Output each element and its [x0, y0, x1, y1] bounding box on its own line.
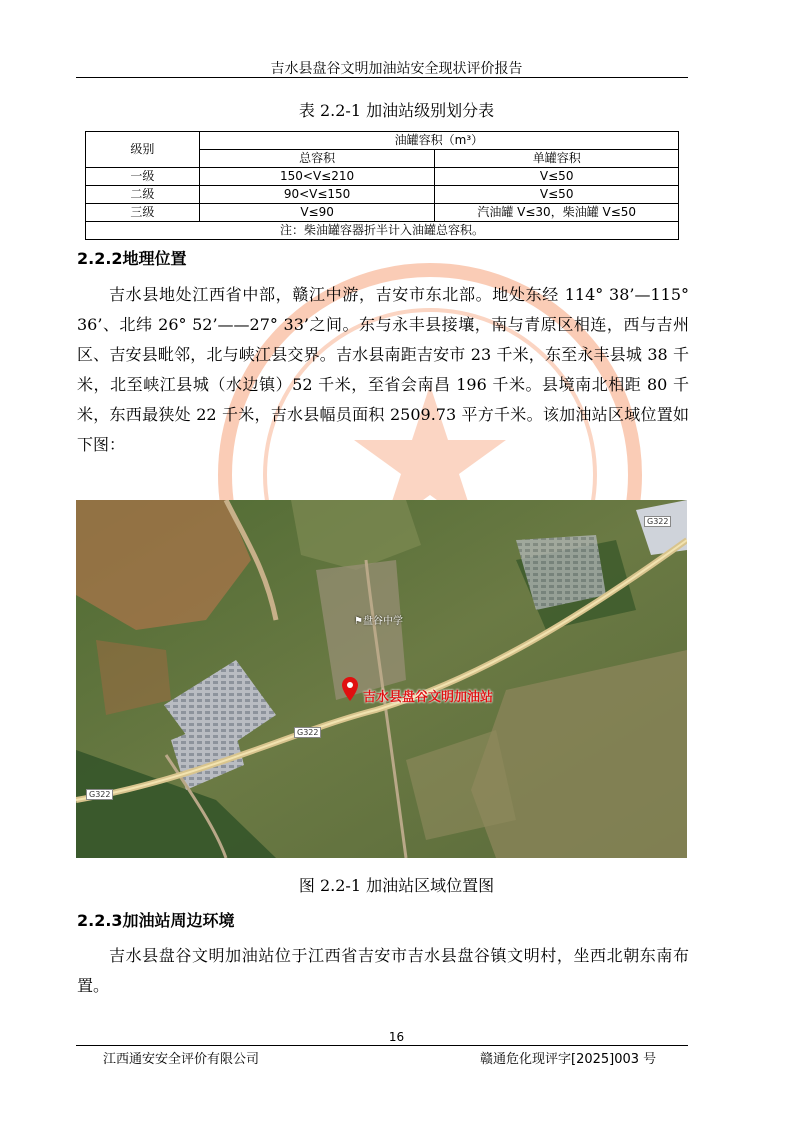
road-label: G322 — [86, 789, 113, 800]
road-label: G322 — [294, 727, 321, 738]
table-row — [86, 168, 679, 186]
table-note: 注：柴油罐容器折半计入油罐总容积。 — [86, 222, 679, 240]
figure-caption: 图 2.2-1 加油站区域位置图 — [298, 876, 495, 895]
footer-rule — [76, 1045, 688, 1046]
station-label: 吉水县盘谷文明加油站 — [363, 690, 494, 705]
page-header-title: 吉水县盘谷文明加油站安全现状评价报告 — [270, 61, 523, 77]
cell-total: V≤90 — [199, 204, 435, 222]
footer-company: 江西通安安全评价有限公司 — [103, 1052, 260, 1067]
section-heading-location: 2.2.2地理位置 — [77, 249, 187, 268]
grade-table — [85, 131, 679, 240]
table-row — [86, 204, 679, 222]
cell-single: V≤50 — [435, 168, 679, 186]
location-paragraph: 吉水县地处江西省中部，赣江中游，吉安市东北部。地处东经 114° 38’—115° 36’、北纬 26° 52’——27° 33’之间。东与永丰县接壤，南与青原区相连，西与吉州区、吉安县毗邻，北与峡江县交界。吉水县南距吉安市 23 千米，东至永丰县城 38 千米，北至峡江县城（水边镇）52 千米，至省会南昌 196 千米。县境南北相距 80 千米，东西最狭处 22 千米，吉水县幅员面积 2509.73 平方千米。该加油站区域位置如下图： — [77, 285, 689, 454]
satellite-image — [76, 500, 687, 858]
cell-total: 150<V≤210 — [199, 168, 435, 186]
section-heading-environment: 2.2.3加油站周边环境 — [77, 911, 235, 930]
footer-report-number: 赣通危化现评字[2025]003 号 — [480, 1052, 657, 1067]
header-total: 总容积 — [199, 150, 435, 168]
cell-single: V≤50 — [435, 186, 679, 204]
cell-grade: 一级 — [86, 168, 200, 186]
environment-paragraph: 吉水县盘谷文明加油站位于江西省吉安市吉水县盘谷镇文明村，坐西北朝东南布置。 — [77, 946, 689, 995]
table-row — [86, 186, 679, 204]
school-icon: ⚑ — [354, 616, 363, 627]
page-number: 16 — [388, 1030, 405, 1044]
header-single: 单罐容积 — [435, 150, 679, 168]
location-map — [76, 500, 687, 858]
header-rule — [76, 77, 688, 78]
cell-grade: 三级 — [86, 204, 200, 222]
road-label: G322 — [644, 516, 671, 527]
table-caption: 表 2.2-1 加油站级别划分表 — [298, 101, 495, 120]
map-pin-icon[interactable] — [342, 677, 358, 701]
header-capacity: 油罐容积（m³） — [199, 132, 678, 150]
school-label: ⚑盘谷中学 — [354, 616, 403, 627]
header-grade: 级别 — [86, 132, 200, 168]
cell-total: 90<V≤150 — [199, 186, 435, 204]
cell-single: 汽油罐 V≤30，柴油罐 V≤50 — [435, 204, 679, 222]
cell-grade: 二级 — [86, 186, 200, 204]
